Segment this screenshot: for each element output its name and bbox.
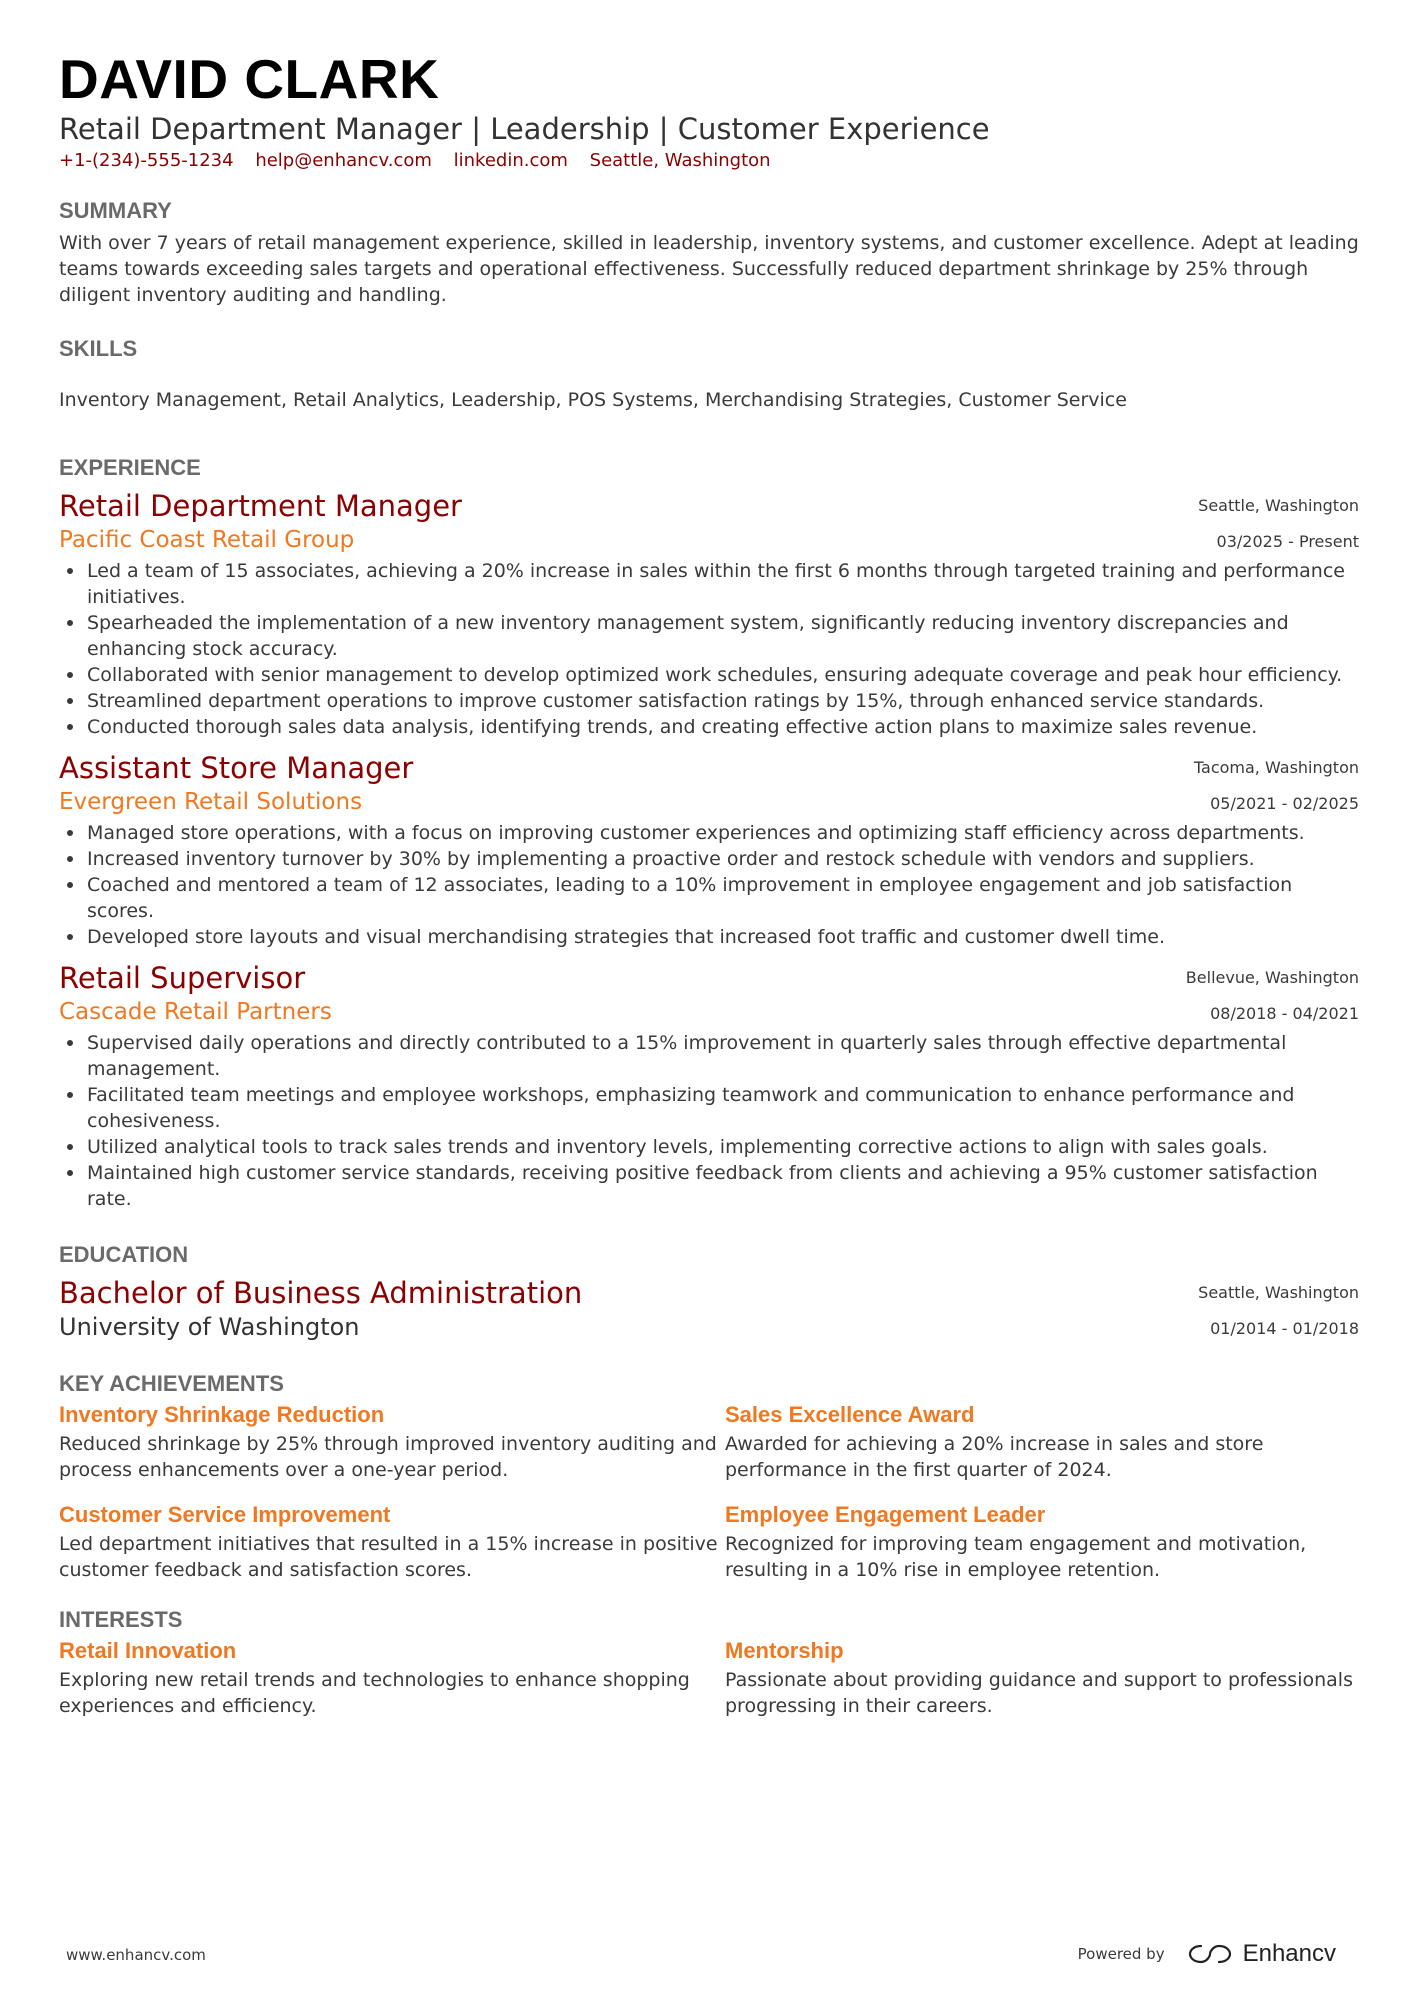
achievement-item	[59, 1399, 725, 1483]
bullet-item: Maintained high customer service standards, receiving positive feedback from clients and achieving a 95% customer satisfaction rate.	[87, 1160, 1359, 1212]
achievements-grid	[59, 1399, 1359, 1583]
job-title: Retail Department Manager	[59, 489, 462, 523]
skills-text: Inventory Management, Retail Analytics, Leadership, POS Systems, Merchandising Strategies, Customer Service	[59, 389, 1127, 411]
job-bullets	[59, 820, 1359, 950]
contact-location: Seattle, Washington	[589, 150, 771, 171]
job-location: Tacoma, Washington	[1193, 758, 1359, 777]
page-footer	[66, 1940, 1336, 1970]
job-location: Bellevue, Washington	[1185, 968, 1359, 987]
interest-title: Mentorship	[725, 1638, 844, 1663]
bullet-item: Streamlined department operations to improve customer satisfaction ratings by 15%, through enhanced service standards.	[87, 688, 1359, 714]
summary-title: SUMMARY	[59, 198, 172, 223]
school-name: University of Washington	[59, 1313, 360, 1341]
achievement-title: Employee Engagement Leader	[725, 1502, 1046, 1527]
achievement-item	[725, 1399, 1359, 1483]
contact-email[interactable]: help@enhancv.com	[255, 150, 432, 171]
achievements-section	[59, 1369, 1359, 1583]
experience-section	[59, 453, 1359, 1212]
achievement-title: Sales Excellence Award	[725, 1402, 975, 1427]
degree-title: Bachelor of Business Administration	[59, 1276, 583, 1310]
interest-text: Passionate about providing guidance and support to professionals progressing in their careers.	[725, 1669, 1353, 1717]
experience-entry	[59, 960, 1359, 1212]
education-dates: 01/2014 - 01/2018	[1210, 1319, 1359, 1338]
job-dates: 08/2018 - 04/2021	[1210, 1004, 1359, 1023]
job-company: Cascade Retail Partners	[59, 999, 332, 1025]
bullet-item: Developed store layouts and visual merchandising strategies that increased foot traffic and customer dwell time.	[87, 924, 1359, 950]
interest-item	[725, 1635, 1359, 1719]
achievement-text: Awarded for achieving a 20% increase in sales and store performance in the first quarter of 2024.	[725, 1433, 1264, 1481]
job-meta	[1186, 960, 1359, 1032]
contact-phone[interactable]: +1-(234)-555-1234	[59, 150, 234, 171]
education-section	[59, 1240, 1359, 1343]
interest-title: Retail Innovation	[59, 1638, 237, 1663]
enhancv-logo-icon	[1187, 1942, 1233, 1966]
interests-grid	[59, 1635, 1359, 1719]
achievement-title: Customer Service Improvement	[59, 1502, 391, 1527]
resume-page	[59, 48, 1359, 1719]
achievements-title: KEY ACHIEVEMENTS	[59, 1371, 284, 1396]
bullet-item: Increased inventory turnover by 30% by implementing a proactive order and restock schedule with vendors and suppliers.	[87, 846, 1359, 872]
achievement-text: Reduced shrinkage by 25% through improved inventory auditing and process enhancements over a one-year period.	[59, 1433, 717, 1481]
enhancv-brand: Enhancv	[1242, 1940, 1336, 1967]
job-dates: 03/2025 - Present	[1216, 532, 1359, 551]
achievement-title: Inventory Shrinkage Reduction	[59, 1402, 385, 1427]
bullet-item: Led a team of 15 associates, achieving a 20% increase in sales within the first 6 months through targeted training and performance initiatives.	[87, 558, 1359, 610]
footer-website-link[interactable]: www.enhancv.com	[66, 1946, 206, 1964]
interest-item	[59, 1635, 725, 1719]
resume-header	[59, 48, 1359, 174]
job-title: Retail Supervisor	[59, 961, 306, 995]
experience-title: EXPERIENCE	[59, 455, 201, 480]
bullet-item: Supervised daily operations and directly contributed to a 15% improvement in quarterly sales through effective departmental management.	[87, 1030, 1359, 1082]
education-meta	[1198, 1275, 1359, 1347]
achievement-text: Led department initiatives that resulted in a 15% increase in positive customer feedback and satisfaction scores.	[59, 1533, 718, 1581]
bullet-item: Collaborated with senior management to develop optimized work schedules, ensuring adequate coverage and peak hour efficiency.	[87, 662, 1359, 688]
contact-line	[59, 148, 1359, 174]
experience-entry	[59, 750, 1359, 950]
interest-text: Exploring new retail trends and technologies to enhance shopping experiences and efficiency.	[59, 1669, 690, 1717]
bullet-item: Facilitated team meetings and employee workshops, emphasizing teamwork and communication to enhance performance and cohesiveness.	[87, 1082, 1359, 1134]
education-location: Seattle, Washington	[1198, 1283, 1359, 1302]
job-bullets	[59, 558, 1359, 740]
summary-text: With over 7 years of retail management experience, skilled in leadership, inventory systems, and customer excellence. Adept at leading teams towards exceeding sales targets and operational effectiveness. Successfully reduced department shrinkage by 25% through diligent inventory auditing and handling.	[59, 232, 1359, 306]
summary-section	[59, 196, 1359, 308]
contact-linkedin[interactable]: linkedin.com	[453, 150, 568, 171]
job-meta	[1198, 488, 1359, 560]
candidate-name: DAVID CLARK	[59, 48, 440, 110]
skills-section	[59, 334, 1359, 413]
powered-by[interactable]	[1078, 1940, 1336, 1968]
candidate-headline: Retail Department Manager | Leadership | Customer Experience	[59, 112, 990, 146]
education-entry	[59, 1275, 1359, 1343]
powered-by-label: Powered by	[1077, 1945, 1165, 1963]
bullet-item: Managed store operations, with a focus on improving customer experiences and optimizing staff efficiency across departments.	[87, 820, 1359, 846]
achievement-item	[59, 1499, 725, 1583]
job-title: Assistant Store Manager	[59, 751, 414, 785]
job-bullets	[59, 1030, 1359, 1212]
bullet-item: Conducted thorough sales data analysis, identifying trends, and creating effective action plans to maximize sales revenue.	[87, 714, 1359, 740]
skills-title: SKILLS	[59, 336, 138, 361]
job-dates: 05/2021 - 02/2025	[1210, 794, 1359, 813]
interests-section	[59, 1605, 1359, 1719]
education-title: EDUCATION	[59, 1242, 189, 1267]
achievement-item	[725, 1499, 1359, 1583]
bullet-item: Utilized analytical tools to track sales trends and inventory levels, implementing corrective actions to align with sales goals.	[87, 1134, 1359, 1160]
bullet-item: Spearheaded the implementation of a new inventory management system, significantly reducing inventory discrepancies and enhancing stock accuracy.	[87, 610, 1359, 662]
bullet-item: Coached and mentored a team of 12 associates, leading to a 10% improvement in employee engagement and job satisfaction scores.	[87, 872, 1359, 924]
interests-title: INTERESTS	[59, 1607, 183, 1632]
experience-entry	[59, 488, 1359, 740]
achievement-text: Recognized for improving team engagement and motivation, resulting in a 10% rise in employee retention.	[725, 1533, 1307, 1581]
job-company: Pacific Coast Retail Group	[59, 527, 355, 553]
job-meta	[1194, 750, 1359, 822]
job-company: Evergreen Retail Solutions	[59, 789, 363, 815]
job-location: Seattle, Washington	[1198, 496, 1359, 515]
